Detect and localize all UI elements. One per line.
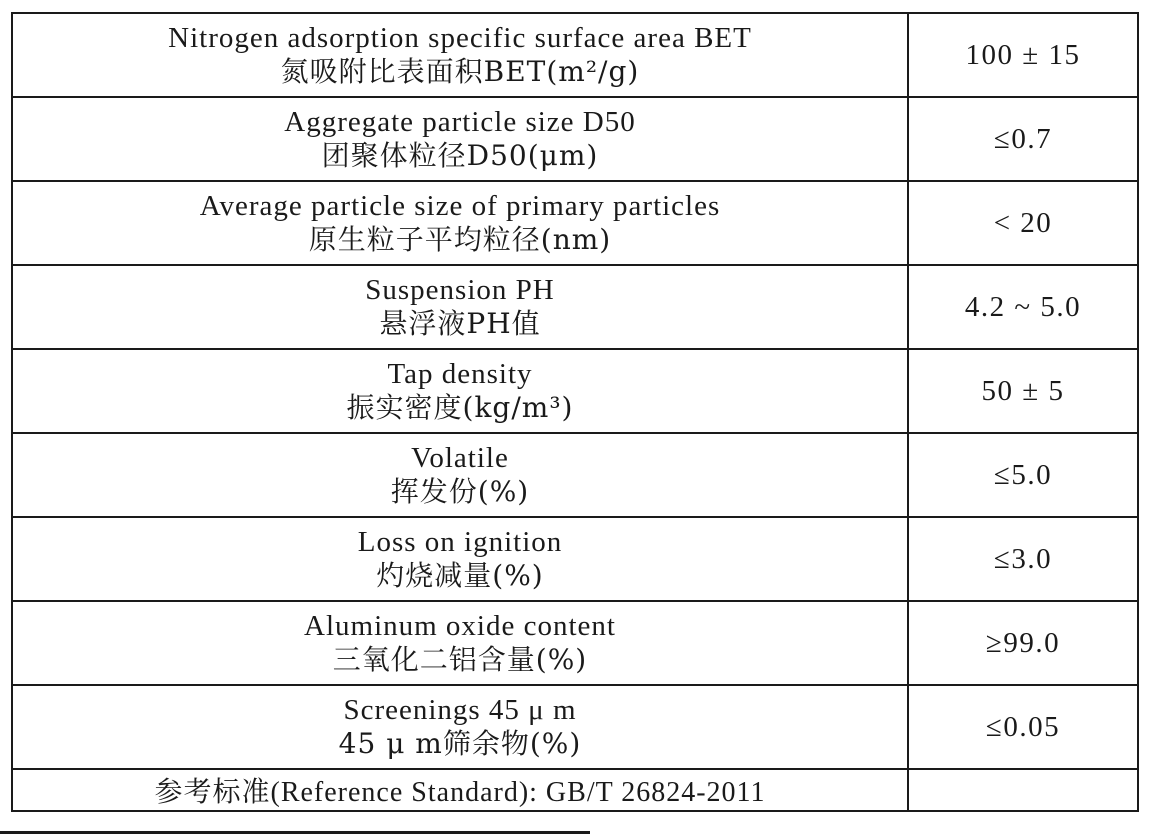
property-name-en: Aluminum oxide content [304,610,616,642]
property-value: 4.2 ~ 5.0 [964,290,1082,323]
value-cell [908,433,1138,517]
property-value: ≤5.0 [993,458,1053,491]
spec-table [11,12,1139,812]
table-row [12,349,1138,433]
property-name-en: Suspension PH [365,274,555,306]
property-name-zh: 灼烧减量(%) [376,559,544,592]
property-name-zh: 挥发份(%) [390,475,530,508]
bottom-rule [0,831,590,834]
empty-cell [908,769,1138,811]
property-value: ≤0.05 [985,710,1061,743]
property-name-zh: 45 μ m筛余物(%) [338,727,582,760]
property-name-en: Nitrogen adsorption specific surface area BET [168,22,752,54]
value-cell [908,265,1138,349]
value-cell [908,517,1138,601]
property-cell [12,13,908,97]
property-cell [12,601,908,685]
property-name-zh: 团聚体粒径D50(μm) [321,139,599,172]
table-row [12,97,1138,181]
reference-cell [12,769,908,811]
value-cell [908,97,1138,181]
property-name-en: Average particle size of primary particles [199,190,721,222]
table-row [12,685,1138,769]
property-name-en: Volatile [411,442,509,474]
table-row [12,265,1138,349]
property-name-zh: 原生粒子平均粒径(nm) [308,223,612,256]
property-cell [12,685,908,769]
property-cell [12,433,908,517]
reference-row [12,769,1138,811]
table-row [12,601,1138,685]
reference-standard: 参考标准(Reference Standard): GB/T 26824-2011 [154,777,766,808]
property-name-zh: 三氧化二铝含量(%) [332,643,588,676]
property-value: 100 ± 15 [965,38,1081,71]
value-cell [908,349,1138,433]
property-value: ≤3.0 [993,542,1053,575]
property-name-en: Tap density [387,358,533,390]
value-cell [908,601,1138,685]
property-name-en: Aggregate particle size D50 [284,106,636,138]
property-value: ≥99.0 [985,626,1061,659]
property-name-zh: 振实密度(kg/m³) [346,391,574,424]
table-row [12,13,1138,97]
property-cell [12,97,908,181]
property-value: < 20 [993,206,1053,239]
property-name-en: Loss on ignition [357,526,563,558]
table-row [12,433,1138,517]
property-name-zh: 氮吸附比表面积BET(m²/g) [280,55,640,88]
table-row [12,181,1138,265]
value-cell [908,181,1138,265]
value-cell [908,685,1138,769]
property-value: ≤0.7 [993,122,1053,155]
property-name-en: Screenings 45 μ m [343,694,577,726]
table-row [12,517,1138,601]
property-value: 50 ± 5 [981,374,1065,407]
property-cell [12,517,908,601]
value-cell [908,13,1138,97]
property-cell [12,265,908,349]
property-name-zh: 悬浮液PH值 [379,307,541,340]
property-cell [12,349,908,433]
property-cell [12,181,908,265]
